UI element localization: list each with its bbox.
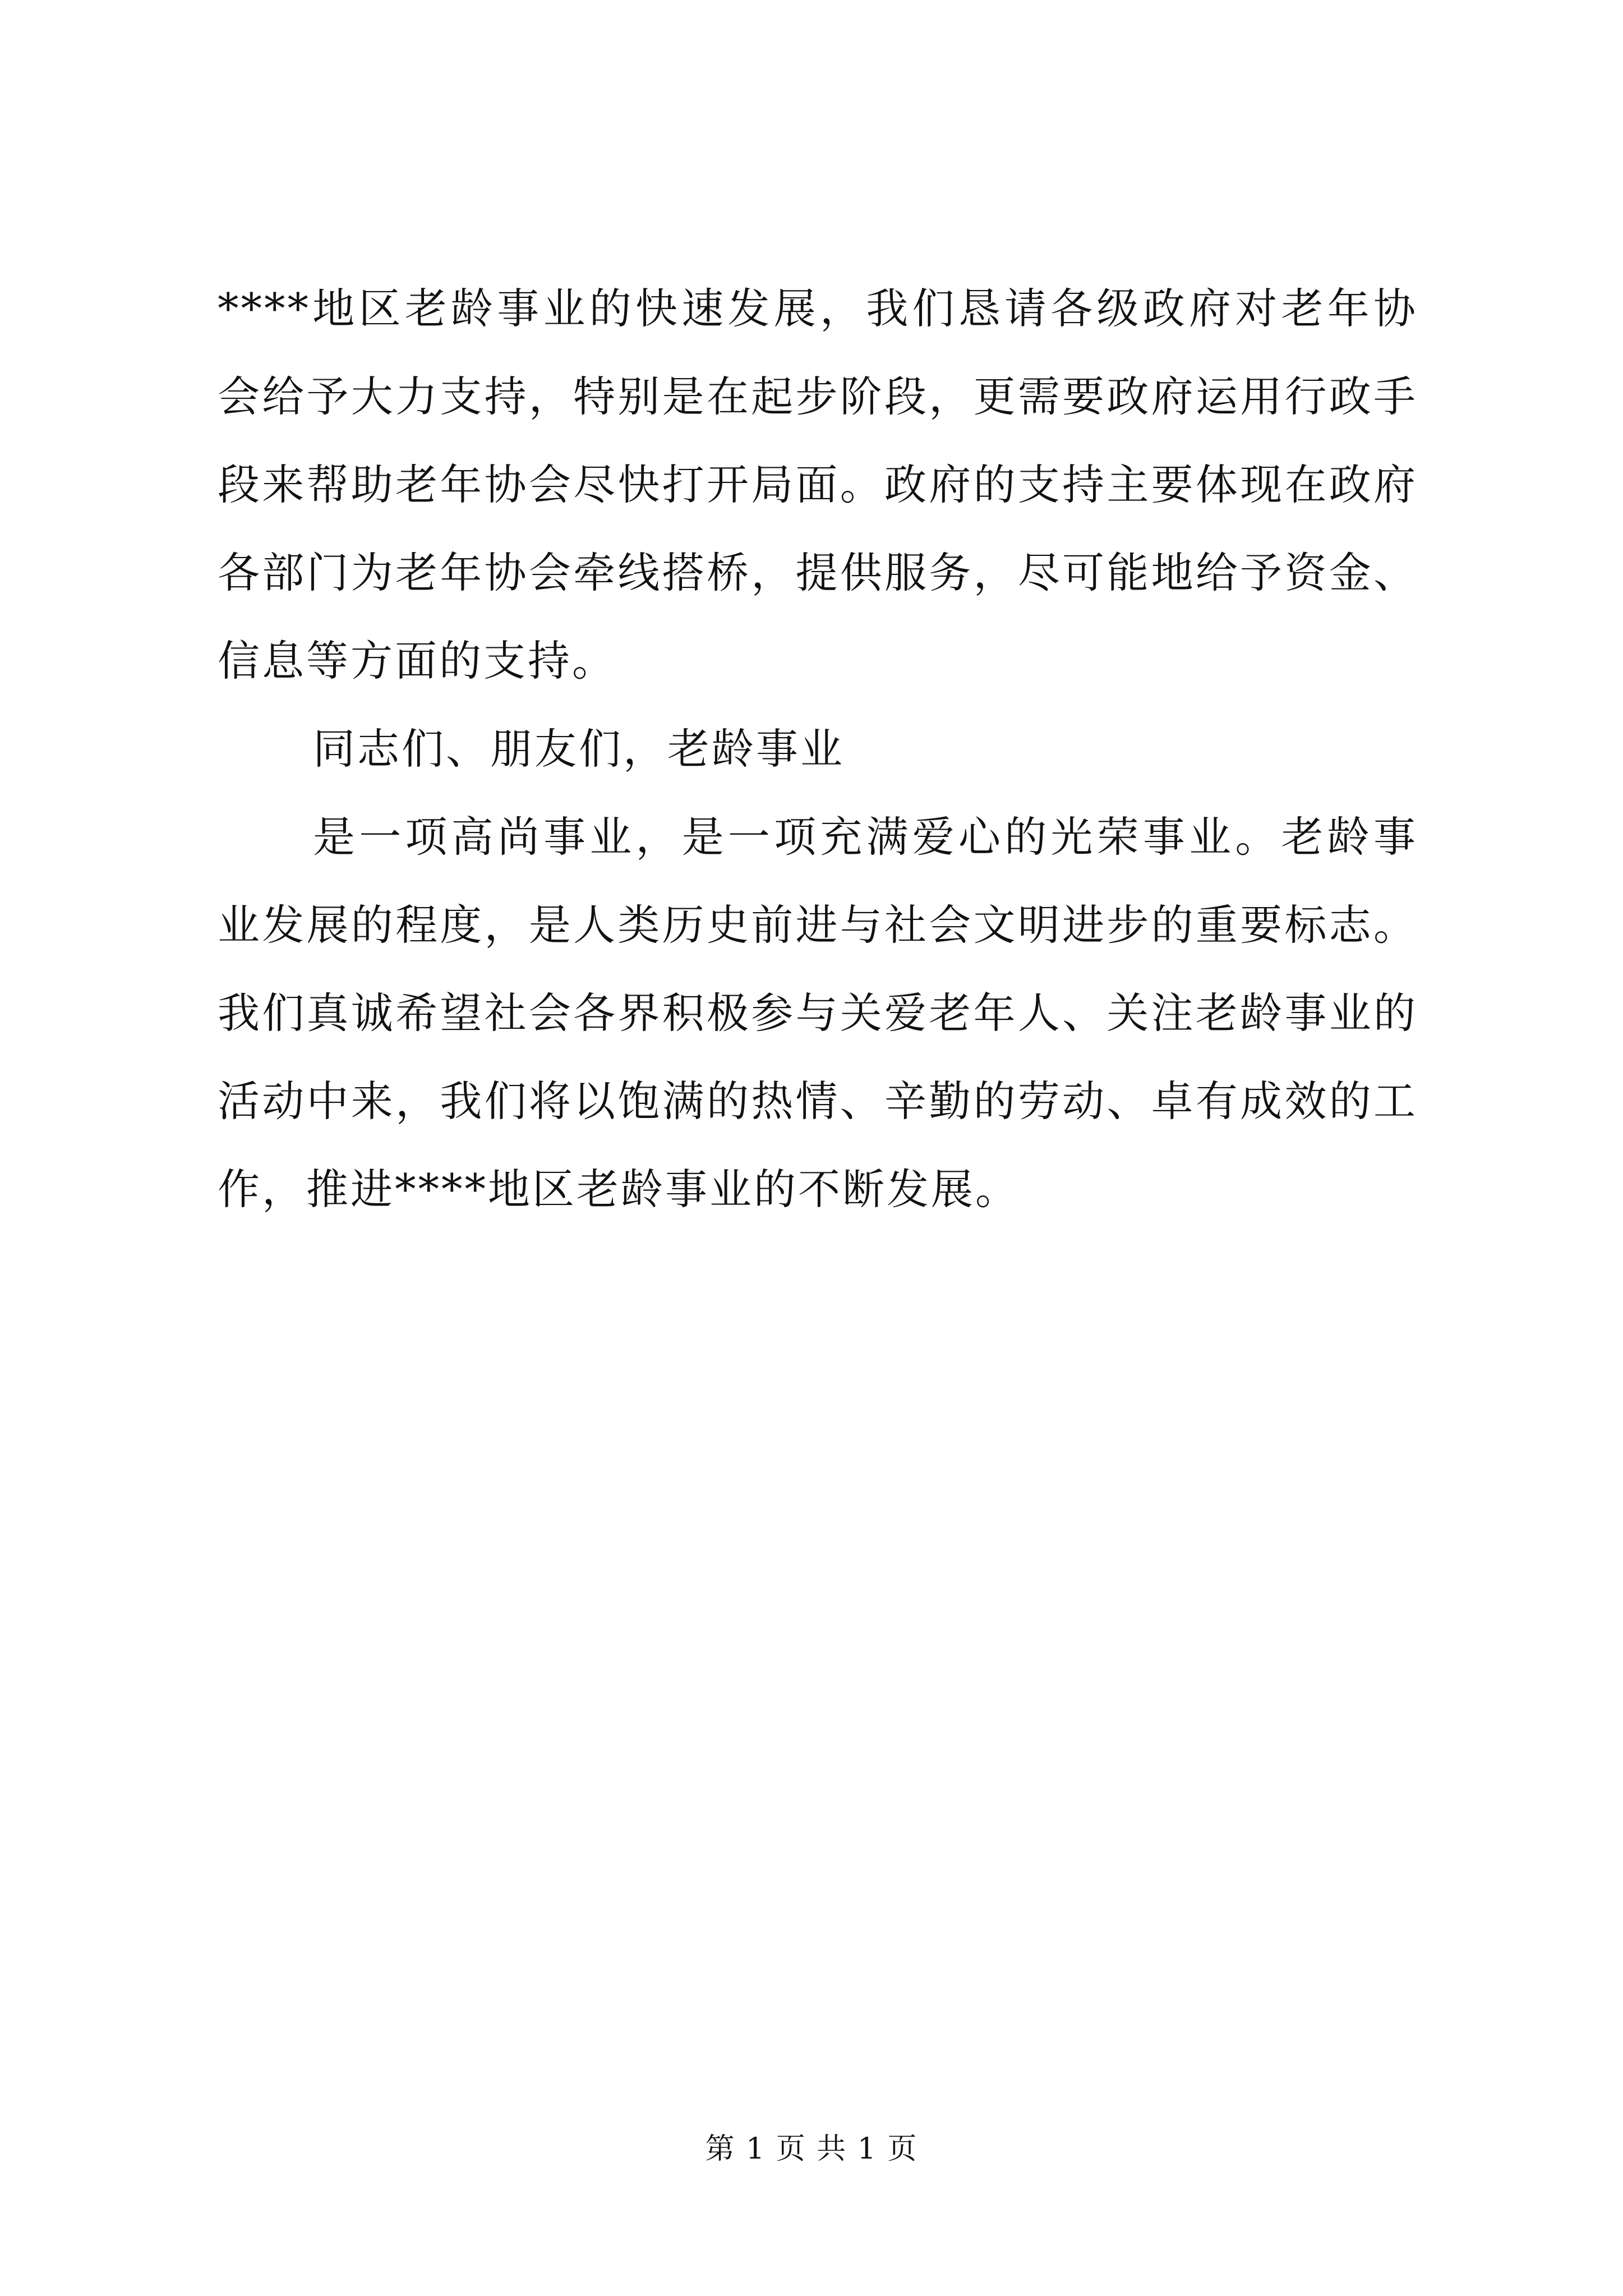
paragraph-continuation: ****地区老龄事业的快速发展，我们恳请各级政府对老年协会给予大力支持，特别是在起步阶段，更需要政府运用行政手段来帮助老年协会尽快打开局面。政府的支持主要体现在政府各部门为老年协会牵线搭桥，提供服务，尽可能地给予资金、信息等方面的支持。 bbox=[218, 284, 1418, 685]
paragraph-greeting: 同志们、朋友们，老龄事业 bbox=[313, 724, 845, 774]
page-number-footer: 第 1 页 共 1 页 bbox=[705, 2132, 918, 2166]
paragraph-closing: 是一项高尚事业，是一项充满爱心的光荣事业。老龄事业发展的程度，是人类历史前进与社会文明进步的重要标志。我们真诚希望社会各界积极参与关爱老年人、关注老龄事业的活动中来，我们将以饱满的热情、辛勤的劳动、卓有成效的工作，推进****地区老龄事业的不断发展。 bbox=[218, 812, 1418, 1214]
document-body bbox=[218, 265, 1418, 1234]
